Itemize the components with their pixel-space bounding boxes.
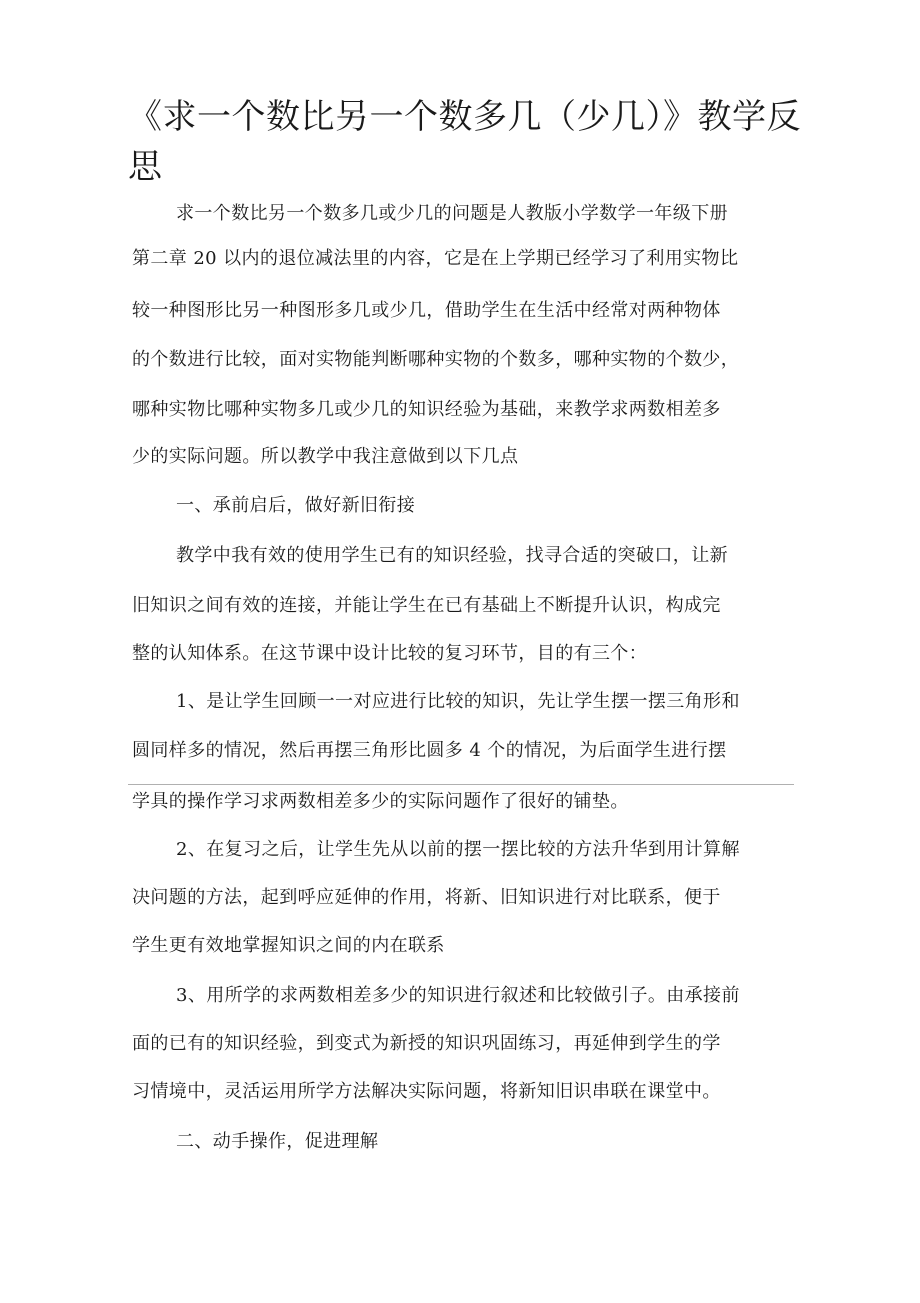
section-heading: 二、动手操作，促进理解: [176, 1131, 379, 1152]
text-line: 习情境中，灵活运用所学方法解决实际问题，将新知旧识串联在课堂中。: [132, 1081, 721, 1102]
text-line: 教学中我有效的使用学生已有的知识经验，找寻合适的突破口，让新: [176, 545, 728, 566]
text-line: 圆同样多的情况，然后再摆三角形比圆多 4 个的情况，为后面学生进行摆: [132, 740, 727, 761]
text-line: 旧知识之间有效的连接，并能让学生在已有基础上不断提升认识，构成完: [132, 595, 721, 616]
text-line: 少的实际问题。所以教学中我注意做到以下几点: [132, 446, 519, 467]
horizontal-rule: [128, 784, 794, 785]
text-line: 学生更有效地掌握知识之间的内在联系: [132, 935, 445, 956]
text-line: 1、是让学生回顾一一对应进行比较的知识，先让学生摆一摆三角形和: [176, 691, 740, 712]
text-line: 决问题的方法，起到呼应延伸的作用，将新、旧知识进行对比联系，便于: [132, 887, 721, 908]
text-line: 整的认知体系。在这节课中设计比较的复习环节，目的有三个：: [132, 643, 648, 664]
text-line: 3、用所学的求两数相差多少的知识进行叙述和比较做引子。由承接前: [176, 985, 740, 1006]
text-line: 较一种图形比另一种图形多几或少几，借助学生在生活中经常对两种物体: [132, 300, 721, 321]
text-line: 面的已有的知识经验，到变式为新授的知识巩固练习，再延伸到学生的学: [132, 1033, 721, 1054]
text-line: 第二章 20 以内的退位减法里的内容，它是在上学期已经学习了利用实物比: [132, 248, 739, 269]
document-title: 《求一个数比另一个数多几（少几）》教学反思: [128, 97, 801, 187]
text-line: 2、在复习之后，让学生先从以前的摆一摆比较的方法升华到用计算解: [176, 839, 740, 860]
section-heading: 一、承前启后，做好新旧衔接: [176, 495, 416, 516]
text-line: 的个数进行比较，面对实物能判断哪种实物的个数多，哪种实物的个数少，: [132, 349, 740, 370]
text-line: 求一个数比另一个数多几或少几的问题是人教版小学数学一年级下册: [176, 203, 728, 224]
text-line: 哪种实物比哪种实物多几或少几的知识经验为基础，来教学求两数相差多: [132, 399, 721, 420]
text-line: 学具的操作学习求两数相差多少的实际问题作了很好的铺垫。: [132, 791, 629, 812]
